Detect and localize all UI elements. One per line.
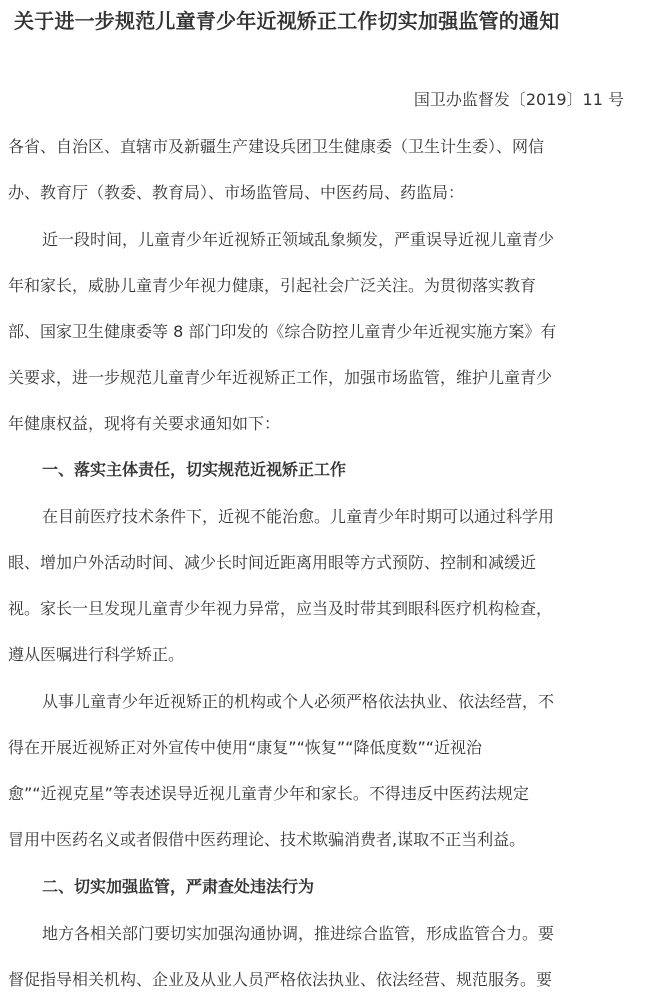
section-heading-1: 一、落实主体责任，切实规范近视矫正工作 (42, 460, 347, 479)
paragraph-line: 各省、自治区、直辖市及新疆生产建设兵团卫生健康委（卫生计生委）、网信 (8, 137, 545, 156)
paragraph-line: 督促指导相关机构、企业及从业人员严格依法执业、依法经营、规范服务。要 (8, 970, 553, 989)
paragraph-line: 地方各相关部门要切实加强沟通协调，推进综合监管，形成监管合力。要 (42, 924, 555, 943)
paragraph-line: 冒用中医药名义或者假借中医药理论、技术欺骗消费者,谋取不正当利益。 (8, 830, 526, 849)
paragraph-line: 部、国家卫生健康委等 8 部门印发的《综合防控儿童青少年近视实施方案》有 (8, 322, 557, 341)
paragraph-line: 在目前医疗技术条件下，近视不能治愈。儿童青少年时期可以通过科学用 (42, 507, 555, 526)
paragraph-line: 眼、增加户外活动时间、减少长时间近距离用眼等方式预防、控制和减缓近 (8, 553, 537, 572)
paragraph-line: 关要求，进一步规范儿童青少年近视矫正工作，加强市场监管，维护儿童青少 (8, 368, 553, 387)
paragraph-line: 近一段时间，儿童青少年近视矫正领域乱象频发，严重误导近视儿童青少 (42, 230, 555, 249)
section-heading-2: 二、切实加强监管，严肃查处违法行为 (42, 877, 315, 896)
paragraph-line: 年健康权益，现将有关要求通知如下： (8, 414, 281, 433)
document-title: 关于进一步规范儿童青少年近视矫正工作切实加强监管的通知 (14, 9, 560, 33)
document-number: 国卫办监督发〔2019〕11 号 (413, 90, 624, 109)
paragraph-line: 从事儿童青少年近视矫正的机构或个人必须严格依法执业、依法经营，不 (42, 692, 555, 711)
paragraph-line: 年和家长，威胁儿童青少年视力健康，引起社会广泛关注。为贯彻落实教育 (8, 276, 537, 295)
paragraph-line: 遵从医嘱进行科学矫正。 (8, 645, 185, 664)
paragraph-line: 得在开展近视矫正对外宣传中使用“康复”“恢复”“降低度数”“近视治 (8, 738, 483, 757)
paragraph-line: 视。家长一旦发现儿童青少年视力异常，应当及时带其到眼科医疗机构检查， (8, 599, 553, 618)
paragraph-line: 愈”“近视克星”等表述误导近视儿童青少年和家长。不得违反中医药法规定 (8, 784, 529, 803)
paragraph-line: 办、教育厅（教委、教育局）、市场监管局、中医药局、药监局： (8, 183, 465, 202)
